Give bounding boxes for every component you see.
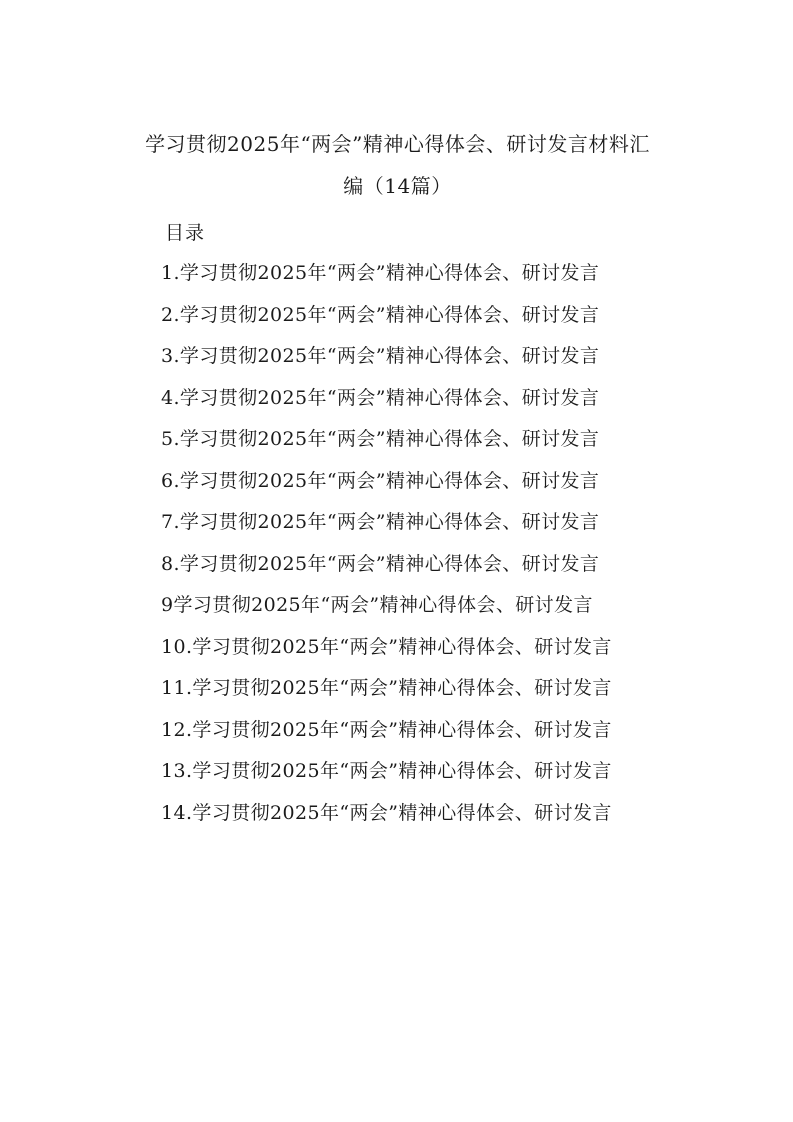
toc-item-11: 11.学习贯彻2025年“两会”精神心得体会、研讨发言 <box>161 677 612 699</box>
toc-item-10: 10.学习贯彻2025年“两会”精神心得体会、研讨发言 <box>161 635 612 658</box>
toc-item-4: 4.学习贯彻2025年“两会”精神心得体会、研讨发言 <box>161 386 600 409</box>
toc-item-6: 6.学习贯彻2025年“两会”精神心得体会、研讨发言 <box>161 469 600 492</box>
toc-heading: 目录 <box>165 222 206 244</box>
toc-list <box>161 258 612 839</box>
toc-item-3: 3.学习贯彻2025年“两会”精神心得体会、研讨发言 <box>161 345 600 367</box>
document-title-line-1: 学习贯彻2025年“两会”精神心得体会、研讨发言材料汇 <box>145 132 650 156</box>
toc-item-1: 1.学习贯彻2025年“两会”精神心得体会、研讨发言 <box>161 262 600 284</box>
toc-item-8: 8.学习贯彻2025年“两会”精神心得体会、研讨发言 <box>161 552 600 575</box>
document-title-line-2: 编（14篇） <box>343 174 452 198</box>
toc-item-5: 5.学习贯彻2025年“两会”精神心得体会、研讨发言 <box>161 428 600 450</box>
toc-item-14: 14.学习贯彻2025年“两会”精神心得体会、研讨发言 <box>161 801 612 824</box>
toc-item-9: 9学习贯彻2025年“两会”精神心得体会、研讨发言 <box>161 594 593 616</box>
toc-item-2: 2.学习贯彻2025年“两会”精神心得体会、研讨发言 <box>161 303 600 326</box>
toc-item-13: 13.学习贯彻2025年“两会”精神心得体会、研讨发言 <box>161 760 612 782</box>
toc-item-12: 12.学习贯彻2025年“两会”精神心得体会、研讨发言 <box>161 718 612 741</box>
toc-item-7: 7.学习贯彻2025年“两会”精神心得体会、研讨发言 <box>161 511 600 533</box>
